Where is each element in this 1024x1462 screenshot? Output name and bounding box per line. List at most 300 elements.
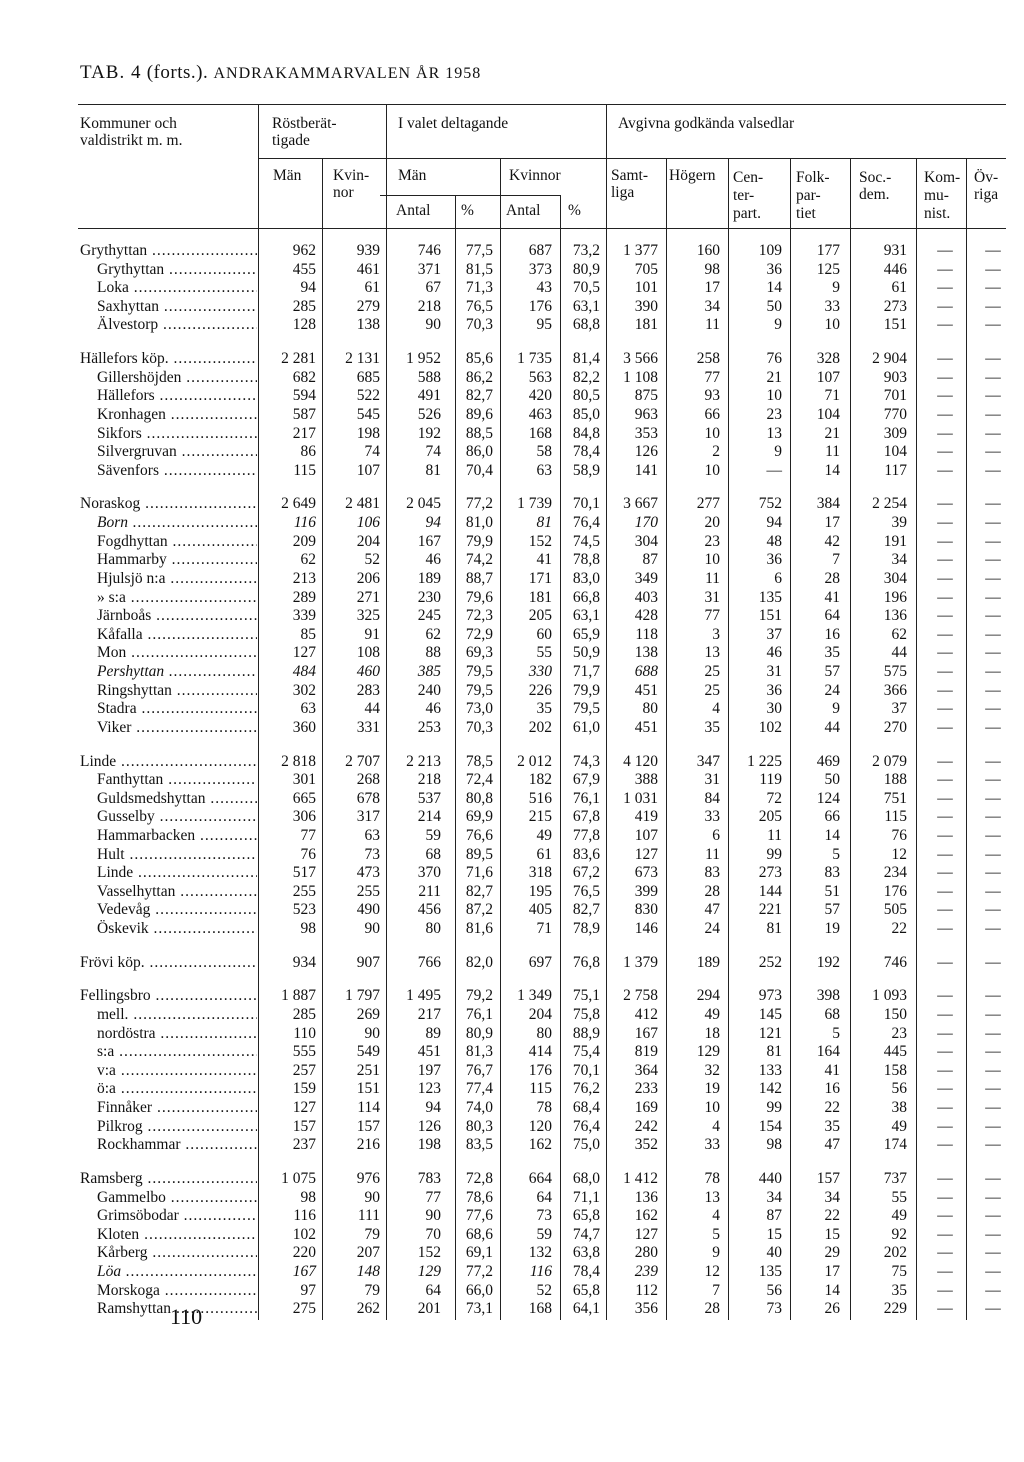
table-cell: 38 <box>891 1099 907 1116</box>
table-cell: 237 <box>292 1136 316 1153</box>
table-cell: — <box>937 1062 953 1079</box>
table-cell: 69,1 <box>465 1244 493 1261</box>
table-cell: 83 <box>824 864 840 881</box>
table-cell: 12 <box>891 846 907 863</box>
table-cell: 1 735 <box>517 350 552 367</box>
table-cell: — <box>985 1263 1001 1280</box>
table-cell: 135 <box>758 589 782 606</box>
table-cell: — <box>937 298 953 315</box>
table-row <box>0 1226 1024 1244</box>
table-cell: 118 <box>635 626 658 643</box>
row-label: mell. ..... <box>97 1006 257 1024</box>
table-number: TAB. 4 <box>80 62 142 83</box>
table-cell: — <box>937 387 953 404</box>
table-cell: — <box>985 808 1001 825</box>
table-cell: 62 <box>425 626 441 643</box>
table-cell: 21 <box>766 369 782 386</box>
table-cell: 59 <box>425 827 441 844</box>
table-cell: 88,9 <box>572 1025 600 1042</box>
table-row <box>0 1118 1024 1136</box>
header-kom-line: Kom- <box>924 169 961 186</box>
table-cell: 44 <box>824 719 840 736</box>
table-cell: 255 <box>356 883 380 900</box>
table-cell: 10 <box>766 387 782 404</box>
table-cell: 11 <box>705 316 720 333</box>
table-cell: 37 <box>766 626 782 643</box>
table-cell: — <box>985 771 1001 788</box>
table-cell: 2 <box>712 443 720 460</box>
table-cell: 77,2 <box>465 1263 493 1280</box>
table-cell: — <box>985 1118 1001 1135</box>
table-row <box>0 864 1024 882</box>
table-cell: — <box>985 462 1001 479</box>
table-row <box>0 1244 1024 1262</box>
row-label: Loka ..... <box>97 279 257 297</box>
table-cell: 302 <box>292 682 316 699</box>
table-row <box>0 1099 1024 1117</box>
table-cell: — <box>985 1300 1001 1317</box>
table-cell: 80,5 <box>572 387 600 404</box>
table-cell: 37 <box>891 700 907 717</box>
table-cell: 76,4 <box>572 514 600 531</box>
table-cell: — <box>985 387 1001 404</box>
table-cell: 154 <box>758 1118 782 1135</box>
table-cell: 66,8 <box>572 589 600 606</box>
table-row <box>0 316 1024 334</box>
table-cell: 22 <box>891 920 907 937</box>
table-cell: 36 <box>766 261 782 278</box>
table-cell: 138 <box>356 316 380 333</box>
table-cell: 555 <box>292 1043 316 1060</box>
table-cell: 71,6 <box>465 864 493 881</box>
table-cell: 74,7 <box>572 1226 600 1243</box>
table-cell: 78,8 <box>572 551 600 568</box>
table-cell: — <box>985 425 1001 442</box>
table-cell: 665 <box>292 790 316 807</box>
table-cell: 819 <box>634 1043 658 1060</box>
table-cell: 202 <box>883 1244 907 1261</box>
table-cell: 25 <box>704 682 720 699</box>
table-cell: 19 <box>704 1080 720 1097</box>
table-cell: 31 <box>766 663 782 680</box>
table-cell: 152 <box>417 1244 441 1261</box>
table-cell: 2 131 <box>345 350 380 367</box>
row-label: Hjulsjö n:a ..... <box>97 570 257 588</box>
table-cell: 766 <box>417 954 441 971</box>
table-row <box>0 808 1024 826</box>
header-rostber-line: Röstberät- <box>272 115 337 132</box>
table-cell: 107 <box>816 369 840 386</box>
row-label: Fanthyttan ..... <box>97 771 257 789</box>
table-cell: 1 797 <box>345 987 380 1004</box>
table-cell: 80,8 <box>465 790 493 807</box>
row-label: Silvergruvan ..... <box>97 443 257 461</box>
table-cell: 195 <box>528 883 552 900</box>
table-cell: — <box>937 1189 953 1206</box>
table-cell: 77,6 <box>465 1207 493 1224</box>
table-cell: 28 <box>824 570 840 587</box>
table-cell: 98 <box>300 1189 316 1206</box>
table-cell: 49 <box>891 1207 907 1224</box>
table-cell: 33 <box>824 298 840 315</box>
table-cell: — <box>937 350 953 367</box>
table-cell: — <box>985 987 1001 1004</box>
table-cell: — <box>937 1282 953 1299</box>
table-cell: — <box>985 533 1001 550</box>
table-cell: 68 <box>425 846 441 863</box>
table-cell: 119 <box>759 771 782 788</box>
table-cell: 71,1 <box>572 1189 600 1206</box>
row-label: Pilkrog ..... <box>97 1118 257 1136</box>
table-cell: 688 <box>634 663 658 680</box>
table-row <box>0 1263 1024 1281</box>
table-row <box>0 298 1024 316</box>
table-cell: 87,2 <box>465 901 493 918</box>
table-cell: 80 <box>536 1025 552 1042</box>
table-cell: 77 <box>300 827 316 844</box>
table-row <box>0 644 1024 662</box>
table-cell: 80 <box>642 700 658 717</box>
table-cell: 51 <box>824 883 840 900</box>
table-cell: 31 <box>704 771 720 788</box>
table-cell: 71,7 <box>572 663 600 680</box>
table-cell: 875 <box>634 387 658 404</box>
table-cell: — <box>937 242 953 259</box>
header-folk-line: tiet <box>796 205 816 222</box>
table-cell: 20 <box>704 514 720 531</box>
table-row <box>0 242 1024 260</box>
row-label: Ringshyttan ..... <box>97 682 257 700</box>
table-cell: 63 <box>364 827 380 844</box>
table-cell: 70,3 <box>465 316 493 333</box>
table-cell: 73 <box>766 1300 782 1317</box>
table-cell: 473 <box>356 864 380 881</box>
table-cell: 399 <box>634 883 658 900</box>
table-cell: 218 <box>417 771 441 788</box>
table-cell: 177 <box>816 242 840 259</box>
table-cell: 74,2 <box>465 551 493 568</box>
table-cell: 268 <box>356 771 380 788</box>
row-label: Hällefors köp. ..... <box>80 350 257 368</box>
table-cell: 78,6 <box>465 1189 493 1206</box>
table-cell: 72,4 <box>465 771 493 788</box>
table-cell: — <box>985 790 1001 807</box>
row-label: Grythyttan ..... <box>80 242 257 260</box>
table-cell: 46 <box>425 700 441 717</box>
table-cell: 4 <box>712 1207 720 1224</box>
table-cell: 215 <box>528 808 552 825</box>
table-cell: — <box>937 495 953 512</box>
table-cell: 129 <box>417 1263 441 1280</box>
table-row <box>0 387 1024 405</box>
table-cell: 76,8 <box>572 954 600 971</box>
table-cell: 157 <box>816 1170 840 1187</box>
table-cell: — <box>985 1207 1001 1224</box>
table-cell: 685 <box>356 369 380 386</box>
table-cell: 18 <box>704 1025 720 1042</box>
table-row <box>0 406 1024 424</box>
table-cell: 127 <box>634 846 658 863</box>
table-cell: 420 <box>528 387 552 404</box>
table-cell: 517 <box>292 864 316 881</box>
table-cell: 209 <box>292 533 316 550</box>
table-cell: 318 <box>528 864 552 881</box>
table-cell: 64,1 <box>572 1300 600 1317</box>
table-cell: 3 667 <box>623 495 658 512</box>
table-cell: 2 758 <box>623 987 658 1004</box>
table-cell: 75,0 <box>572 1136 600 1153</box>
table-cell: 523 <box>292 901 316 918</box>
table-row <box>0 589 1024 607</box>
table-cell: 229 <box>883 1300 907 1317</box>
table-cell: 202 <box>528 719 552 736</box>
table-cell: 76,4 <box>572 1118 600 1135</box>
table-cell: 277 <box>696 495 720 512</box>
header-top-rule <box>78 104 1006 105</box>
row-label: Guldsmedshyttan ..... <box>97 790 257 808</box>
table-cell: 1 739 <box>517 495 552 512</box>
table-row <box>0 570 1024 588</box>
row-label: Hammarbacken ..... <box>97 827 257 845</box>
table-cell: 133 <box>758 1062 782 1079</box>
table-cell: 273 <box>883 298 907 315</box>
header-kommuner-line: valdistrikt m. m. <box>80 132 183 149</box>
table-cell: 191 <box>883 533 907 550</box>
table-cell: 76 <box>766 350 782 367</box>
table-cell: 289 <box>292 589 316 606</box>
table-cell: 545 <box>356 406 380 423</box>
header-valet: I valet deltagande <box>398 115 509 132</box>
table-cell: — <box>985 261 1001 278</box>
table-row <box>0 1170 1024 1188</box>
table-cell: 136 <box>634 1189 658 1206</box>
table-row <box>0 1300 1024 1318</box>
table-row <box>0 1025 1024 1043</box>
table-cell: 76,6 <box>465 827 493 844</box>
table-cell: 28 <box>704 1300 720 1317</box>
table-cell: — <box>985 954 1001 971</box>
table-cell: 220 <box>292 1244 316 1261</box>
table-cell: 349 <box>634 570 658 587</box>
table-cell: 16 <box>824 626 840 643</box>
table-cell: 124 <box>816 790 840 807</box>
table-cell: 126 <box>417 1118 441 1135</box>
row-label: Viker ..... <box>97 719 257 737</box>
table-cell: — <box>937 827 953 844</box>
header-kvinnor-line: Kvin- <box>333 167 370 184</box>
table-cell: — <box>985 298 1001 315</box>
table-cell: 737 <box>883 1170 907 1187</box>
table-cell: 151 <box>883 316 907 333</box>
table-cell: 79,2 <box>465 987 493 1004</box>
table-cell: 451 <box>634 682 658 699</box>
table-row <box>0 883 1024 901</box>
table-cell: 962 <box>292 242 316 259</box>
table-cell: 931 <box>883 242 907 259</box>
header-samt-line: liga <box>611 184 635 201</box>
header-kom-line: nist. <box>924 205 951 222</box>
table-cell: 17 <box>824 514 840 531</box>
table-cell: 90 <box>425 316 441 333</box>
table-row <box>0 901 1024 919</box>
table-cell: 587 <box>292 406 316 423</box>
table-cell: 74,5 <box>572 533 600 550</box>
table-cell: 88,7 <box>465 570 493 587</box>
table-cell: 128 <box>292 316 316 333</box>
table-cell: 73,1 <box>465 1300 493 1317</box>
table-row <box>0 279 1024 297</box>
table-cell: 62 <box>891 626 907 643</box>
table-cell: 366 <box>883 682 907 699</box>
table-cell: 56 <box>891 1080 907 1097</box>
table-cell: 2 707 <box>345 753 380 770</box>
table-cell: 79,9 <box>465 533 493 550</box>
table-row <box>0 753 1024 771</box>
table-cell: 309 <box>883 425 907 442</box>
table-cell: — <box>937 846 953 863</box>
table-cell: 22 <box>824 1207 840 1224</box>
table-cell: 110 <box>293 1025 316 1042</box>
header-kvinnor-line: nor <box>333 184 354 201</box>
row-label: Grythyttan ..... <box>97 261 257 279</box>
table-cell: 73,0 <box>465 700 493 717</box>
table-cell: 70,5 <box>572 279 600 296</box>
row-label: Morskoga ..... <box>97 1282 257 1300</box>
table-cell: 206 <box>356 570 380 587</box>
table-cell: 2 045 <box>406 495 441 512</box>
table-cell: 65,8 <box>572 1282 600 1299</box>
table-cell: 117 <box>884 462 907 479</box>
table-cell: 31 <box>704 589 720 606</box>
table-cell: 107 <box>634 827 658 844</box>
table-cell: 68,8 <box>572 316 600 333</box>
table-cell: 196 <box>883 589 907 606</box>
table-cell: 114 <box>357 1099 380 1116</box>
table-cell: 60 <box>536 626 552 643</box>
table-row <box>0 719 1024 737</box>
table-cell: 25 <box>704 663 720 680</box>
table-cell: — <box>985 369 1001 386</box>
table-cell: 94 <box>425 1099 441 1116</box>
table-cell: 9 <box>774 443 782 460</box>
table-cell: 414 <box>528 1043 552 1060</box>
table-cell: 129 <box>696 1043 720 1060</box>
table-cell: 63,8 <box>572 1244 600 1261</box>
table-cell: 71 <box>824 387 840 404</box>
table-cell: 273 <box>758 864 782 881</box>
table-cell: 412 <box>634 1006 658 1023</box>
table-cell: 80,3 <box>465 1118 493 1135</box>
table-cell: 10 <box>704 551 720 568</box>
table-cell: 32 <box>704 1062 720 1079</box>
table-cell: — <box>985 1226 1001 1243</box>
table-cell: 71 <box>536 920 552 937</box>
table-cell: 126 <box>634 443 658 460</box>
table-row <box>0 425 1024 443</box>
table-cell: 68,6 <box>465 1226 493 1243</box>
col-rule <box>455 195 456 1320</box>
table-cell: 217 <box>292 425 316 442</box>
table-cell: — <box>937 1170 953 1187</box>
row-label: Hällefors ..... <box>97 387 257 405</box>
table-cell: 29 <box>824 1244 840 1261</box>
table-cell: 76 <box>891 827 907 844</box>
table-cell: 197 <box>417 1062 441 1079</box>
table-cell: 13 <box>704 1189 720 1206</box>
table-cell: 70,4 <box>465 462 493 479</box>
table-cell: 751 <box>883 790 907 807</box>
table-cell: 6 <box>774 570 782 587</box>
table-row <box>0 1062 1024 1080</box>
table-cell: — <box>937 369 953 386</box>
row-label: Noraskog ..... <box>80 495 257 513</box>
table-cell: 262 <box>356 1300 380 1317</box>
row-label: Löa ..... <box>97 1263 257 1281</box>
table-row <box>0 1282 1024 1300</box>
table-cell: 41 <box>536 551 552 568</box>
table-cell: 73 <box>364 846 380 863</box>
table-cell: — <box>985 1170 1001 1187</box>
table-cell: 461 <box>356 261 380 278</box>
table-cell: 11 <box>705 846 720 863</box>
table-cell: 138 <box>634 644 658 661</box>
table-cell: 58 <box>536 443 552 460</box>
row-label: Älvestorp ..... <box>97 316 257 334</box>
table-cell: 89 <box>425 1025 441 1042</box>
table-cell: 157 <box>292 1118 316 1135</box>
table-cell: 9 <box>832 279 840 296</box>
table-cell: 74,3 <box>572 753 600 770</box>
row-label: Grimsöbodar ..... <box>97 1207 257 1225</box>
header-ov-line: Öv- <box>974 169 999 186</box>
table-cell: 78,4 <box>572 443 600 460</box>
table-cell: 903 <box>883 369 907 386</box>
table-cell: 3 <box>712 626 720 643</box>
table-cell: 23 <box>766 406 782 423</box>
table-cell: 52 <box>536 1282 552 1299</box>
header-bottom-rule <box>78 228 1006 229</box>
table-cell: 294 <box>696 987 720 1004</box>
table-row <box>0 771 1024 789</box>
col-rule <box>728 158 729 1320</box>
table-cell: — <box>937 883 953 900</box>
table-cell: — <box>937 443 953 460</box>
row-label: Kronhagen ..... <box>97 406 257 424</box>
table-cell: 2 281 <box>281 350 316 367</box>
table-cell: 89,5 <box>465 846 493 863</box>
table-cell: — <box>985 495 1001 512</box>
header-avgivna: Avgivna godkända valsedlar <box>618 115 795 132</box>
row-label: Born ..... <box>97 514 257 532</box>
table-cell: 80 <box>425 920 441 937</box>
table-cell: 205 <box>528 607 552 624</box>
table-cell: 35 <box>824 644 840 661</box>
table-cell: 68,4 <box>572 1099 600 1116</box>
row-label: » s:a ..... <box>97 589 257 607</box>
row-label: Linde ..... <box>97 864 257 882</box>
table-cell: 104 <box>883 443 907 460</box>
table-cell: 171 <box>528 570 552 587</box>
table-cell: — <box>937 1006 953 1023</box>
table-cell: 55 <box>536 644 552 661</box>
table-cell: 127 <box>634 1226 658 1243</box>
table-cell: 86,0 <box>465 443 493 460</box>
table-continued: (forts.). <box>146 62 209 83</box>
col-rule <box>560 195 561 1320</box>
table-cell: 271 <box>356 589 380 606</box>
table-cell: 9 <box>774 316 782 333</box>
header-samt-line: Samt- <box>611 167 649 184</box>
